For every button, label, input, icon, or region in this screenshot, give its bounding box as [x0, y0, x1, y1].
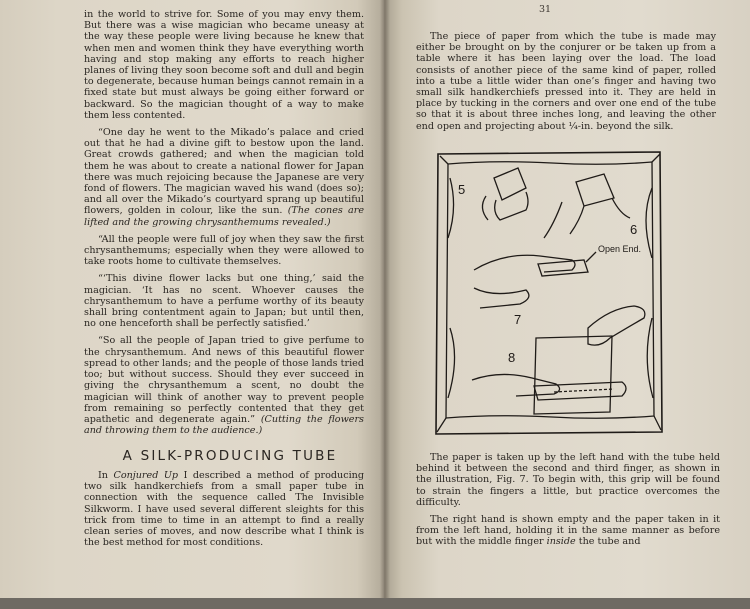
figure-label: 5 [458, 182, 466, 197]
emphasis: inside [546, 536, 576, 548]
paragraph-text: the tube and [575, 536, 641, 548]
figure-label: 6 [630, 222, 638, 237]
paragraph [84, 127, 364, 228]
figure-label: 7 [514, 312, 522, 327]
right-page [384, 0, 750, 600]
section-heading: A SILK-PRODUCING TUBE [122, 448, 338, 464]
paragraph: “All the people were full of joy when they saw the first chrysanthemums; especially when they were allowed to take roots home to cultivate themselves. [84, 233, 364, 268]
paragraph [84, 470, 364, 548]
left-page-body [84, 9, 364, 442]
paragraph [416, 514, 720, 548]
paragraph-text: In [98, 470, 114, 481]
left-page-section-body [84, 470, 364, 554]
book-gutter [380, 0, 390, 600]
stage-direction: (Cutting the flowers and throwing them to the audience.) [84, 413, 364, 437]
right-page-body-bottom [416, 452, 720, 554]
right-page-body-top [416, 31, 716, 138]
paragraph [84, 335, 364, 436]
book-title: Conjured Up [113, 470, 179, 481]
open-end-label: Open End. [598, 244, 642, 254]
paragraph: “‘This divine flower lacks but one thing,’ said the magician. ‘It has no scent. Whoever causes the chrysanthemum to have a perfume worthy of its beauty shall bring contentment again to Japan; but until then, no one henceforth shall be perfectly satisfied.’ [84, 273, 364, 330]
paragraph-text: I described a method of producing two silk handkerchiefs from a small paper tube in connection with the sequence called The Invisible Silkworm. I have used several different sleights for this trick from time to time in an attempt to find a really clean series of moves, and now describe what I think is the best method for most conditions. [84, 470, 364, 549]
illustration-drawing [434, 148, 666, 438]
paragraph-text: The right hand is shown empty and the paper taken in it from the left hand, holding it in the same manner as before but with the middle finger [416, 514, 720, 548]
illustration [434, 148, 666, 438]
paragraph: The piece of paper from which the tube is made may either be brought on by the conjurer or be taken up from a table where it has been laying over the load. The load consists of another piece of the same kind of paper, rolled into a tube a little wider than one’s finger and having two small silk handkerchiefs pressed into it. They are held in place by tucking in the corners and over one end of the tube so that it is about three inches long, and leaving the other end open and projecting about ¼-in. beyond the silk. [416, 31, 716, 132]
stage-direction: (The cones are lifted and the growing chrysanthemums revealed.) [84, 205, 364, 228]
paragraph-text: “So all the people of Japan tried to give perfume to the chrysanthemum. And news of this beautiful flower spread to other lands; and the people of those lands tried too; but without success. Should they ever succeed in giving the chrysanthemum a scent, no doubt the magician will think of another way to prevent people from remaining so perfectly contented that they get apathetic and degenerate again.” [84, 335, 364, 425]
paragraph: in the world to strive for. Some of you may envy them. But there was a wise magician who became uneasy at the way these people were living because he knew that when men and women think they have everything worth having and stop making any efforts to reach higher planes of living they soon become soft and dull and begin to degenerate, because human beings cannot remain in a fixed state but must always be going either forward or backward. So the magician thought of a way to make them less contented. [84, 9, 364, 121]
figure-label: 8 [508, 350, 516, 365]
paragraph-text: “One day he went to the Mikado’s palace and cried out that he had a divine gift to bestow upon the land. Great crowds gathered; and when the magician told them he was about to create a national flower for Japan there was much rejoicing because the Japanese are very fond of flowers. The magician waved his wand (does so); and all over the Mikado’s courtyard sprang up beautiful flowers, golden in colour, like the sun. [84, 127, 364, 217]
paragraph: The paper is taken up by the left hand with the tube held behind it between the second and third finger, as shown in the illustration, Fig. 7. To begin with, this grip will be found to strain the fingers a little, but practice overcomes the difficulty. [416, 452, 720, 508]
table-surface [0, 598, 750, 609]
page-number: 31 [539, 4, 552, 15]
